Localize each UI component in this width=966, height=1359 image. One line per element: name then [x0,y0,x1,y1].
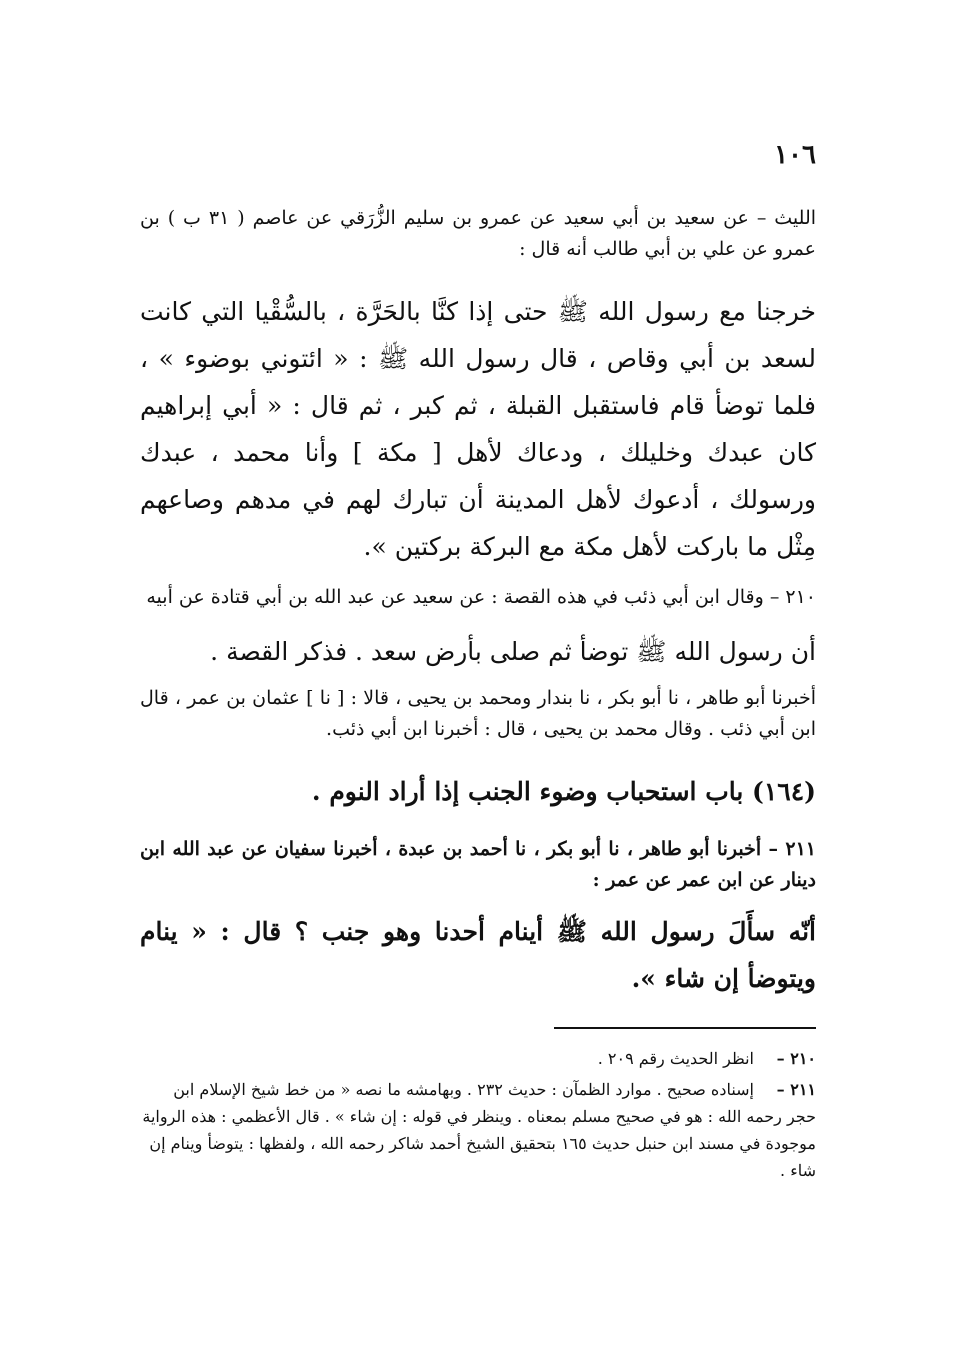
hadith-211-matn: أنّه سأَلَ رسول الله ﷺ أينام أحدنا وهو جنب ؟ قال : « ينام ويتوضأ إن شاء ». [140,917,816,993]
page-number: ١٠٦ [774,140,816,170]
footnote-divider [554,1027,816,1029]
hadith-matn: خرجنا مع رسول الله ﷺ حتى إذا كنَّا بالحَرَّة ، بالسُّقْيا التي كانت لسعد بن أبي وقاص ، قال رسول الله ﷺ : « ائتوني بوضوء » ، فلما توضأ قام فاستقبل القبلة ، ثم كبر ، ثم قال : « أبي إبراهيم كان عبدك وخليلك ، ودعاك لأهل [ مكة ] وأنا محمد ، عبدك ورسولك ، أدعوك لأهل المدينة أن تبارك لهم في مدهم وصاعهم مِثْل ما باركت لأهل مكة مع البركة بركتين ». [140,297,816,561]
hadith-211-isnad: ٢١١ – أخبرنا أبو طاهر ، نا أبو بكر ، نا أحمد بن عبدة ، أخبرنا سفيان عن عبد الله ابن دينار عن ابن عمر عن عمر : [140,838,816,891]
hadith-210-matn: أن رسول الله ﷺ توضأ ثم صلى بأرض سعد . فذكر القصة . [210,637,816,666]
footnotes [140,1045,816,1188]
hadith-210-isnad: ٢١٠ – وقال ابن أبي ذئب في هذه القصة : عن سعيد عن عبد الله بن أبي قتادة عن أبيه [146,586,816,608]
hadith-210-chain: أخبرنا أبو طاهر ، نا أبو بكر ، نا بندار ومحمد بن يحيى ، قالا : [ نا ] عثمان بن عمر ، قال ابن أبي ذئب . وقال محمد بن يحيى ، قال : أخبرنا ابن أبي ذئب. [140,687,816,740]
footnote-text: إسناده صحيح . موارد الظمآن : حديث ٢٣٢ . وبهامشه ما نصه « من خط شيخ الإسلام ابن حجر رحمه الله : هو في صحيح مسلم بمعناه . وينظر في قوله : إن شاء » . قال الأعظمي : هذه الرواية موجودة في مسند ابن حنبل حديث ١٦٥ بتحقيق الشيخ أحمد شاكر رحمه الله ، ولفظها : يتوضأ وينام إن شاء . [142,1080,816,1180]
footnote-number: ٢١٠ – [776,1049,816,1068]
hadith-isnad: الليث – عن سعيد بن أبي سعيد عن عمرو بن سليم الزُّرَقي عن عاصم ( ٣١ ب ) بن عمرو عن علي بن أبي طالب أنه قال : [140,207,817,260]
footnote [140,1076,816,1184]
footnote-number: ٢١١ – [776,1080,816,1099]
chapter-title: (١٦٤) باب استحباب وضوء الجنب إذا أراد النوم . [311,777,816,806]
footnote [140,1045,816,1072]
footnote-text: انظر الحديث رقم ٢٠٩ . [597,1049,754,1068]
